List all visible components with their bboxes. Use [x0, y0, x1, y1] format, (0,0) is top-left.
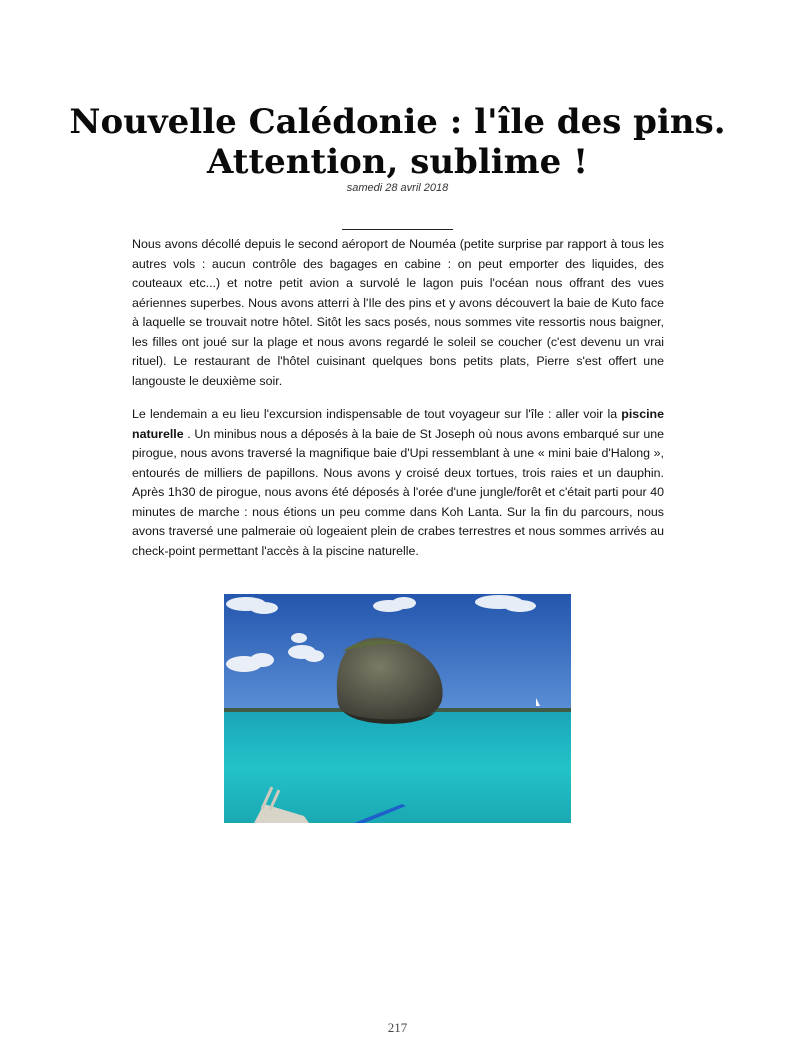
paragraph-2-bold: piscine naturelle [132, 407, 664, 441]
paragraph-2 [132, 405, 664, 561]
paragraph-1: Nous avons décollé depuis le second aéroport de Nouméa (petite surprise par rapport à tous les autres vols : aucun contrôle des bagages en cabine : on peut emporter des liquides, des couteaux etc...) et notre petit avion a survolé le lagon puis l'océan nous offrant des vues aériennes superbes. Nous avons atterri à l'Ile des pins et y avons découvert la baie de Kuto face à laquelle se trouvait notre hôtel. Sitôt les sacs posés, nous sommes vite ressortis nous baigner, les filles ont joué sur la plage et nous avons regardé le soleil se coucher (c'est devenu un vrai rituel). Le restaurant de l'hôtel cuisinant quelques bons petits plats, Pierre s'est offert une langouste le deuxième soir. [132, 237, 664, 388]
lagoon-photo-illustration [224, 594, 571, 823]
paragraph-2-end: . Un minibus nous a déposés à la baie de St Joseph où nous avons embarqué sur une pirogue, nous avons traversé la magnifique baie d'Upi ressemblant à une « mini baie d'Halong », entourés de milliers de papillons. Nous avons y croisé deux tortues, trois raies et un dauphin. Après 1h30 de pirogue, nous avons été déposés à l'orée d'une jungle/forêt et c'était parti pour 40 minutes de marche : nous étions un peu comme dans Koh Lanta. Sur la fin du parcours, nous avons traversé une palmeraie où logeaient plein de crabes terrestres et nous sommes arrivés au check-point permettant l'accès à la piscine naturelle. [132, 426, 664, 558]
article-date: samedi 28 avril 2018 [346, 182, 449, 194]
title-divider [342, 229, 453, 230]
article-title: Nouvelle Calédonie : l'île des pins. Attention, sublime ! [69, 102, 726, 182]
paragraph-2-start: Le lendemain a eu lieu l'excursion indispensable de tout voyageur sur l'île : aller voir la [132, 407, 622, 421]
page-number: 217 [387, 1020, 408, 1035]
lagoon-photo [224, 594, 571, 823]
